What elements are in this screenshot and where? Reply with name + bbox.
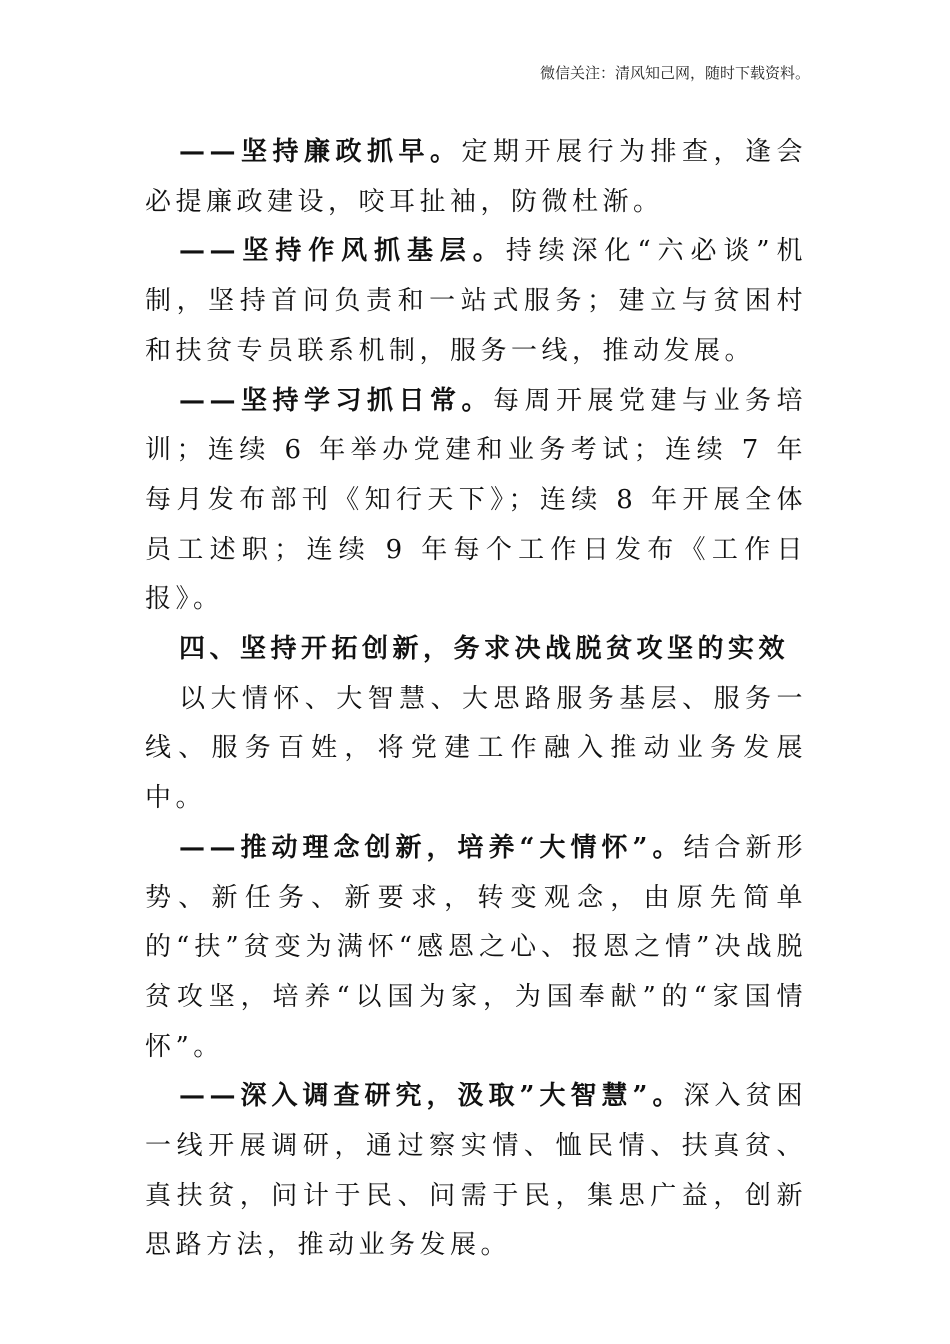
header-note: 微信关注：清风知己网，随时下载资料。 <box>539 64 810 82</box>
paragraph-intro <box>145 675 807 824</box>
paragraph-text: 结合新形势、新任务、新要求，转变观念，由原先简单的“扶”贫变为满怀“感恩之心、报恩之情”决战脱贫攻坚，培养“以国为家，为国奉献”的“家国情怀”。 <box>145 832 807 1062</box>
section-heading: 四、坚持开拓创新，务求决战脱贫攻坚的实效 <box>179 634 790 665</box>
paragraph-lead: ——坚持作风抓基层。 <box>179 236 506 267</box>
paragraph-text: 每周开展党建与业务培训；连续 6 年举办党建和业务考试；连续 7 年每月发布部刊《知行天下》；连续 8 年开展全体员工述职；连续 9 年每个工作日发布《工作日报》。 <box>145 385 807 615</box>
paragraph-text: 持续深化“六必谈”机制，坚持首问负责和一站式服务；建立与贫困村和扶贫专员联系机制，服务一线，推动发展。 <box>145 236 807 366</box>
paragraph-concept-innovation <box>145 824 807 1073</box>
paragraph-lead: ——坚持学习抓日常。 <box>179 385 493 416</box>
paragraph-lead: ——推动理念创新，培养“大情怀”。 <box>179 832 684 863</box>
document-body <box>145 128 807 1271</box>
paragraph-text: 定期开展行为排查，逢会必提廉政建设，咬耳扯袖，防微杜渐。 <box>145 137 807 217</box>
paragraph-integrity <box>145 128 807 227</box>
paragraph-text: 以大情怀、大智慧、大思路服务基层、服务一线、服务百姓，将党建工作融入推动业务发展中。 <box>145 683 807 814</box>
paragraph-research <box>145 1072 807 1271</box>
paragraph-lead: ——坚持廉政抓早。 <box>179 137 462 167</box>
paragraph-study <box>145 377 807 626</box>
paragraph-lead: ——深入调查研究，汲取”大智慧”。 <box>179 1081 684 1112</box>
paragraph-work-style <box>145 227 807 376</box>
paragraph-text: 深入贫困一线开展调研，通过察实情、恤民情、扶真贫、真扶贫，问计于民、问需于民，集思广益，创新思路方法，推动业务发展。 <box>145 1081 807 1261</box>
